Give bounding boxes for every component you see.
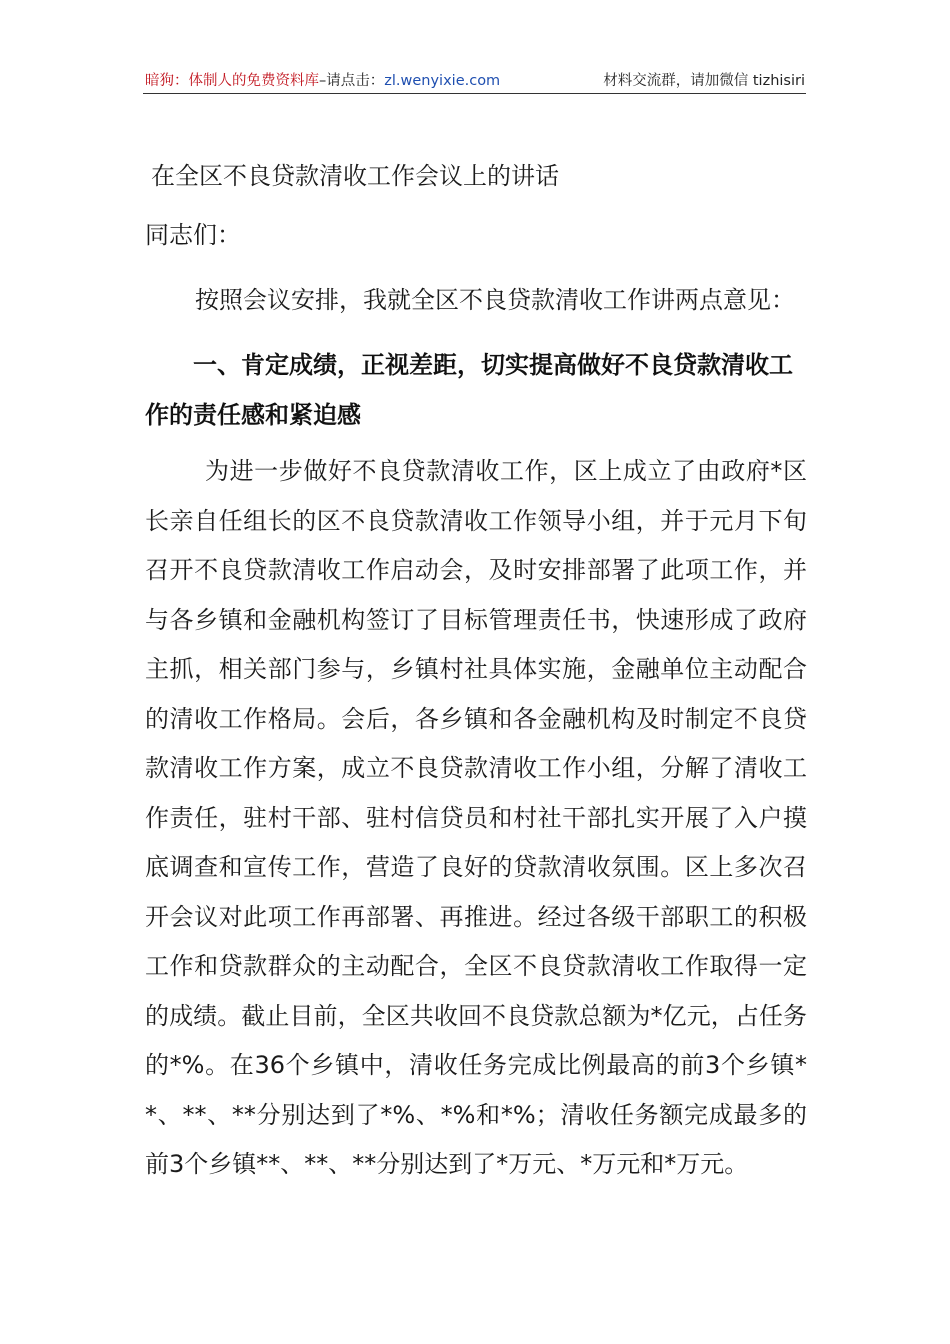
salutation: 同志们： <box>145 221 241 249</box>
header-link[interactable]: zl.wenyixie.com <box>384 73 501 89</box>
header-wechat-note: 材料交流群，请加微信 tizhisiri <box>603 73 805 89</box>
intro-paragraph: 按照会议安排，我就全区不良贷款清收工作讲两点意见： <box>195 286 795 314</box>
body-paragraph: 为进一步做好不良贷款清收工作，区上成立了由政府*区长亲自任组长的区不良贷款清收工作领导小组，并于元月下旬召开不良贷款清收工作启动会，及时安排部署了此项工作，并与各乡镇和金融机构签订了目标管理责任书，快速形成了政府主抓，相关部门参与，乡镇村社具体实施，金融单位主动配合的清收工作格局。会后，各乡镇和各金融机构及时制定不良贷款清收工作方案，成立不良贷款清收工作小组，分解了清收工作责任，驻村干部、驻村信贷员和村社干部扎实开展了入户摸底调查和宣传工作，营造了良好的贷款清收氛围。区上多次召开会议对此项工作再部署、再推进。经过各级干部职工的积极工作和贷款群众的主动配合，全区不良贷款清收工作取得一定的成绩。截止目前，全区共收回不良贷款总额为*亿元，占任务的*%。在36个乡镇中，清收任务完成比例最高的前3个乡镇**、**、**分别达到了*%、*%和*%；清收任务额完成最多的前3个乡镇**、**、**分别达到了*万元、*万元和*万元。 <box>145 457 807 1178</box>
section-heading: 一、肯定成绩，正视差距，切实提高做好不良贷款清收工作的责任感和紧迫感 <box>145 351 793 429</box>
header-brand[interactable]: 暗狗：体制人的免费资料库 <box>145 73 319 89</box>
header-divider <box>143 93 806 94</box>
document-title: 在全区不良贷款清收工作会议上的讲话 <box>151 162 559 190</box>
page-header <box>145 70 805 92</box>
header-prompt: –请点击： <box>319 73 385 89</box>
